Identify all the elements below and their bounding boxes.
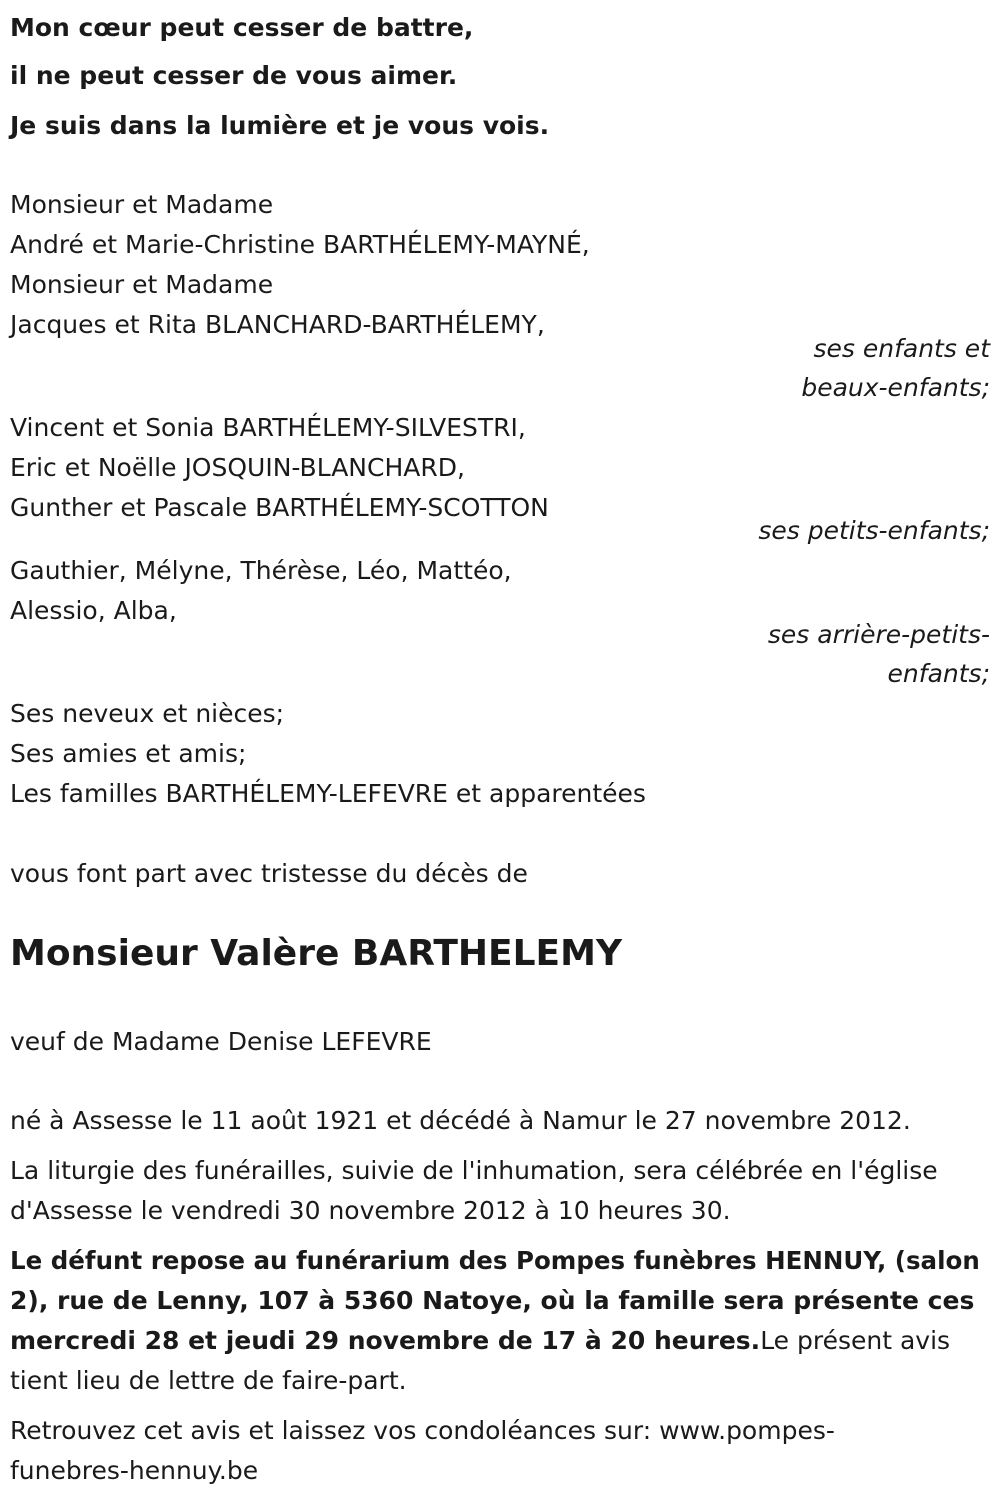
notice-replaces-letter: Le présent avis [760, 1326, 951, 1355]
great-grandchildren-line-2: Alessio, Alba, [10, 596, 177, 625]
funeral-home-line-3 [10, 1321, 990, 1361]
liturgy-line-1: La liturgie des funérailles, suivie de l'inhumation, sera célébrée en l'église [10, 1156, 938, 1185]
condolences-line-2: funebres-hennuy.be [10, 1456, 259, 1485]
grandchildren-line-3: Gunther et Pascale BARTHÉLEMY-SCOTTON [10, 493, 549, 522]
funeral-home-line-1: Le défunt repose au funérarium des Pompes funèbres HENNUY, (salon [10, 1246, 980, 1275]
condolences-line-1: Retrouvez cet avis et laissez vos condoléances sur: www.pompes- [10, 1416, 835, 1445]
grandchildren-line-1: Vincent et Sonia BARTHÉLEMY-SILVESTRI, [10, 413, 526, 442]
children-line-4: Jacques et Rita BLANCHARD-BARTHÉLEMY, [10, 310, 545, 339]
deceased-name: Monsieur Valère BARTHELEMY [10, 933, 623, 974]
others-line-2: Ses amies et amis; [10, 739, 247, 768]
children-line-1: Monsieur et Madame [10, 190, 274, 219]
others-line-1: Ses neveux et nièces; [10, 699, 285, 728]
children-line-2: André et Marie-Christine BARTHÉLEMY-MAYNÉ, [10, 230, 590, 259]
funeral-home-hours: mercredi 28 et jeudi 29 novembre de 17 à 20 heures. [10, 1326, 761, 1355]
funeral-home-line-4: tient lieu de lettre de faire-part. [10, 1366, 407, 1395]
poem-line-2: il ne peut cesser de vous aimer. [10, 61, 458, 90]
children-role-2: beaux-enfants; [801, 373, 990, 402]
children-role-1: ses enfants et [813, 334, 990, 363]
great-grandchildren-role-1: ses arrière-petits- [767, 620, 990, 649]
funeral-home-line-2: 2), rue de Lenny, 107 à 5360 Natoye, où la famille sera présente ces [10, 1286, 975, 1315]
announcement: vous font part avec tristesse du décès de [10, 859, 528, 888]
liturgy-line-2: d'Assesse le vendredi 30 novembre 2012 à 10 heures 30. [10, 1196, 731, 1225]
children-line-3: Monsieur et Madame [10, 270, 274, 299]
others-line-3: Les familles BARTHÉLEMY-LEFEVRE et apparentées [10, 779, 646, 808]
grandchildren-line-2: Eric et Noëlle JOSQUIN-BLANCHARD, [10, 453, 465, 482]
grandchildren-role: ses petits-enfants; [758, 516, 990, 545]
birth-death-line: né à Assesse le 11 août 1921 et décédé à Namur le 27 novembre 2012. [10, 1106, 911, 1135]
great-grandchildren-line-1: Gauthier, Mélyne, Thérèse, Léo, Mattéo, [10, 556, 512, 585]
great-grandchildren-role-2: enfants; [887, 659, 990, 688]
poem-line-3: Je suis dans la lumière et je vous vois. [10, 111, 550, 140]
poem-line-1: Mon cœur peut cesser de battre, [10, 13, 474, 42]
widower-line: veuf de Madame Denise LEFEVRE [10, 1027, 432, 1056]
